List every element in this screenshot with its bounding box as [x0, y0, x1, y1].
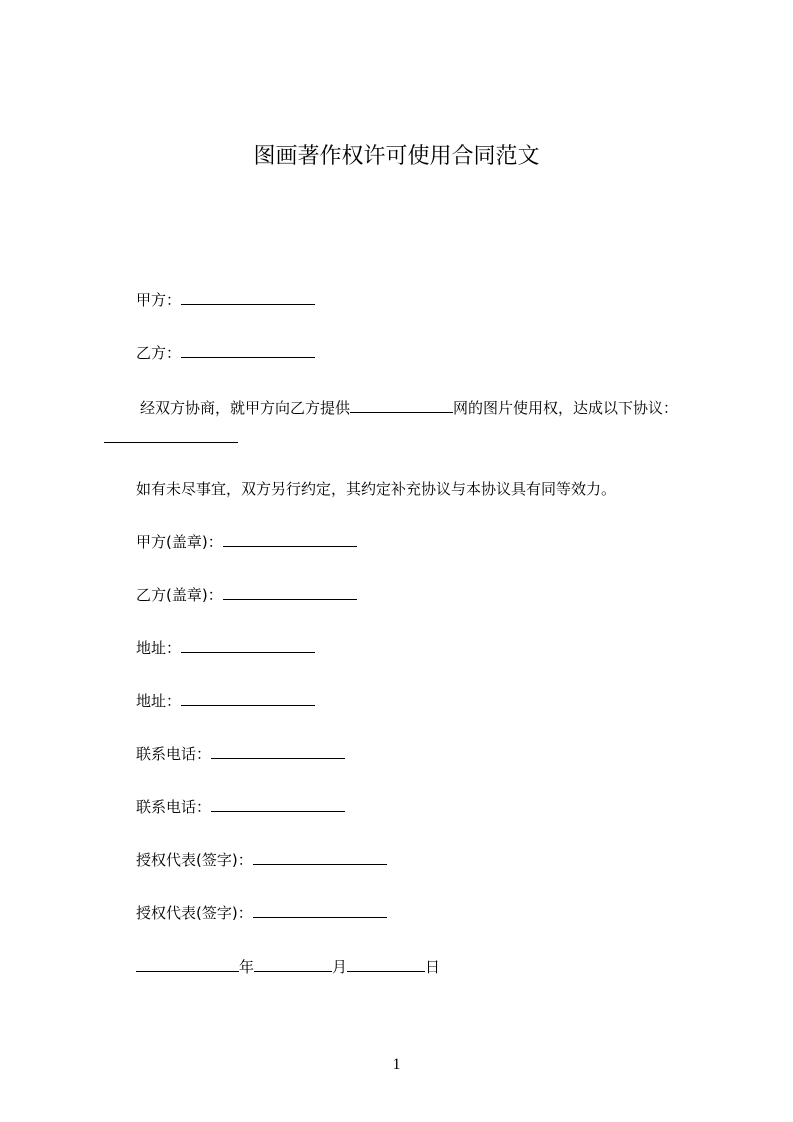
agreement-terms-blank[interactable]: [104, 428, 238, 443]
phone-a-blank[interactable]: [211, 744, 345, 759]
phone-b-blank[interactable]: [211, 797, 345, 812]
party-a-label: 甲方：: [136, 291, 182, 309]
party-a-line: [136, 290, 315, 310]
address-b-line: [136, 691, 315, 711]
party-a-blank[interactable]: [181, 290, 315, 305]
address-b-label: 地址：: [136, 692, 182, 710]
page-number: 1: [392, 1056, 401, 1073]
month-label: 月: [332, 958, 348, 976]
year-label: 年: [239, 958, 255, 976]
rep-a-line: [136, 850, 387, 870]
phone-b-line: [136, 797, 345, 817]
rep-b-label: 授权代表(签字)：: [136, 904, 253, 922]
party-b-line: [136, 343, 315, 363]
seal-b-blank[interactable]: [223, 585, 357, 600]
date-line: [136, 957, 440, 977]
phone-b-label: 联系电话：: [136, 798, 212, 816]
phone-a-line: [136, 744, 345, 764]
party-b-blank[interactable]: [181, 343, 315, 358]
supplement-line: 如有未尽事宜，双方另行约定，其约定补充协议与本协议具有同等效力。: [136, 480, 617, 498]
seal-a-line: [136, 532, 357, 552]
rep-b-line: [136, 903, 387, 923]
year-blank[interactable]: [136, 957, 239, 972]
day-blank[interactable]: [347, 957, 425, 972]
document-title: 图画著作权许可使用合同范文: [253, 144, 540, 169]
seal-a-label: 甲方(盖章)：: [136, 533, 223, 551]
rep-b-signature-blank[interactable]: [253, 903, 387, 918]
seal-b-line: [136, 585, 357, 605]
website-blank[interactable]: [350, 398, 453, 413]
intro-text-before: 经双方协商，就甲方向乙方提供: [140, 399, 351, 417]
address-b-blank[interactable]: [181, 691, 315, 706]
seal-a-blank[interactable]: [223, 532, 357, 547]
intro-line: [140, 398, 678, 418]
intro-text-after: 网的图片使用权，达成以下协议：: [453, 399, 679, 417]
phone-a-label: 联系电话：: [136, 745, 212, 763]
day-label: 日: [425, 958, 441, 976]
agreement-terms-line: [104, 428, 238, 447]
address-a-label: 地址：: [136, 639, 182, 657]
rep-a-signature-blank[interactable]: [253, 850, 387, 865]
seal-b-label: 乙方(盖章)：: [136, 586, 223, 604]
party-b-label: 乙方：: [136, 344, 182, 362]
address-a-line: [136, 638, 315, 658]
rep-a-label: 授权代表(签字)：: [136, 851, 253, 869]
month-blank[interactable]: [254, 957, 332, 972]
address-a-blank[interactable]: [181, 638, 315, 653]
